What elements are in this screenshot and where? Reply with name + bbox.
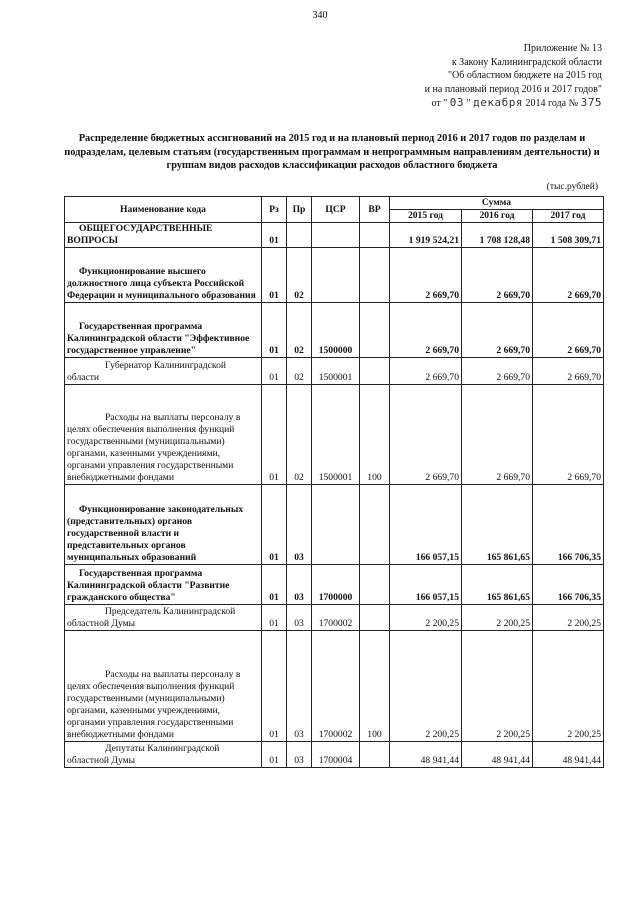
row-pr: 02 [287, 385, 312, 485]
row-name: Государственная программа Калининградской области "Развитие гражданского общества" [65, 565, 262, 605]
appendix-line-2: к Закону Калининградской области [451, 56, 602, 68]
row-2017: 1 508 309,71 [533, 223, 604, 248]
row-rz: 01 [262, 248, 287, 303]
row-csr: 1500001 [312, 358, 360, 385]
row-csr [312, 248, 360, 303]
row-2016: 2 669,70 [462, 303, 533, 358]
table-row [65, 303, 604, 358]
row-pr: 02 [287, 303, 312, 358]
date-month: декабря [473, 96, 523, 109]
row-pr: 03 [287, 605, 312, 631]
row-vr [360, 223, 390, 248]
header-vr: ВР [360, 197, 390, 223]
row-pr: 02 [287, 358, 312, 385]
row-2017: 48 941,44 [533, 742, 604, 768]
row-pr: 03 [287, 485, 312, 565]
row-csr [312, 223, 360, 248]
table-row [65, 565, 604, 605]
row-2016: 1 708 128,48 [462, 223, 533, 248]
row-2016: 48 941,44 [462, 742, 533, 768]
appendix-header [425, 42, 602, 111]
row-2017: 2 200,25 [533, 631, 604, 742]
row-2015: 2 669,70 [390, 358, 462, 385]
row-vr [360, 303, 390, 358]
row-pr: 02 [287, 248, 312, 303]
row-2015: 48 941,44 [390, 742, 462, 768]
row-vr [360, 358, 390, 385]
row-name: Государственная программа Калининградской области "Эффективное государственное управление" [65, 303, 262, 358]
page-number: 340 [312, 10, 328, 21]
row-rz: 01 [262, 631, 287, 742]
row-name: Расходы на выплаты персоналу в целях обеспечения выполнения функций государственными (муниципальными) органами, казенными учреждениями, органами управления государственными внебюджетными фондами [65, 385, 262, 485]
row-2016: 2 669,70 [462, 385, 533, 485]
row-rz: 01 [262, 303, 287, 358]
table-row [65, 385, 604, 485]
row-vr [360, 485, 390, 565]
row-2016: 2 669,70 [462, 248, 533, 303]
row-2017: 166 706,35 [533, 485, 604, 565]
table-row [65, 631, 604, 742]
appendix-line-4: и на плановый период 2016 и 2017 годов" [424, 83, 602, 95]
row-name: Председатель Калининградской областной Думы [65, 605, 262, 631]
date-day: 03 [449, 96, 465, 109]
row-rz: 01 [262, 605, 287, 631]
row-pr: 03 [287, 631, 312, 742]
row-2016: 2 200,25 [462, 605, 533, 631]
header-year-2017: 2017 год [533, 210, 604, 223]
date-quote: " [466, 98, 471, 109]
row-vr [360, 248, 390, 303]
row-2016: 2 200,25 [462, 631, 533, 742]
row-2015: 166 057,15 [390, 565, 462, 605]
row-2015: 2 669,70 [390, 303, 462, 358]
appendix-line-1: Приложение № 13 [523, 43, 602, 54]
row-name: Функционирование высшего должностного лица субъекта Российской Федерации и муниципального образования [65, 248, 262, 303]
row-pr: 03 [287, 565, 312, 605]
row-name: Функционирование законодательных (представительных) органов государственной власти и представительных органов муниципальных образований [65, 485, 262, 565]
budget-table [64, 196, 604, 768]
header-sum: Сумма [390, 197, 604, 210]
row-2016: 165 861,65 [462, 565, 533, 605]
row-vr [360, 605, 390, 631]
header-name: Наименование кода [65, 197, 262, 223]
row-2015: 2 200,25 [390, 605, 462, 631]
row-2017: 2 669,70 [533, 385, 604, 485]
table-row [65, 605, 604, 631]
row-rz: 01 [262, 565, 287, 605]
row-name: ОБЩЕГОСУДАРСТВЕННЫЕ ВОПРОСЫ [65, 223, 262, 248]
row-rz: 01 [262, 385, 287, 485]
row-2016: 2 669,70 [462, 358, 533, 385]
row-2017: 166 706,35 [533, 565, 604, 605]
row-csr: 1700000 [312, 565, 360, 605]
row-2017: 2 669,70 [533, 303, 604, 358]
table-row [65, 223, 604, 248]
row-2017: 2 669,70 [533, 358, 604, 385]
header-year-2016: 2016 год [462, 210, 533, 223]
row-name: Расходы на выплаты персоналу в целях обеспечения выполнения функций государственными (муниципальными) органами, казенными учреждениями, органами управления государственными внебюджетными фондами [65, 631, 262, 742]
table-row [65, 248, 604, 303]
table-row [65, 742, 604, 768]
units-label: (тыс.рублей) [546, 182, 598, 192]
table-row [65, 485, 604, 565]
row-2016: 165 861,65 [462, 485, 533, 565]
row-name: Депутаты Калининградской областной Думы [65, 742, 262, 768]
row-csr: 1700002 [312, 631, 360, 742]
row-rz: 01 [262, 223, 287, 248]
table-row [65, 358, 604, 385]
row-pr: 03 [287, 742, 312, 768]
row-vr: 100 [360, 385, 390, 485]
law-date-line [425, 96, 602, 111]
row-csr: 1700004 [312, 742, 360, 768]
row-rz: 01 [262, 742, 287, 768]
header-year-2015: 2015 год [390, 210, 462, 223]
row-vr [360, 742, 390, 768]
row-csr [312, 485, 360, 565]
law-number: 375 [580, 96, 602, 109]
row-pr [287, 223, 312, 248]
row-rz: 01 [262, 485, 287, 565]
row-2015: 2 669,70 [390, 385, 462, 485]
row-2015: 2 669,70 [390, 248, 462, 303]
row-2015: 166 057,15 [390, 485, 462, 565]
row-2015: 1 919 524,21 [390, 223, 462, 248]
date-prefix: от " [431, 98, 448, 109]
header-pr: Пр [287, 197, 312, 223]
row-rz: 01 [262, 358, 287, 385]
row-2015: 2 200,25 [390, 631, 462, 742]
date-year: 2014 года № [525, 98, 579, 109]
header-csr: ЦСР [312, 197, 360, 223]
row-csr: 1500001 [312, 385, 360, 485]
appendix-line-3: "Об областном бюджете на 2015 год [447, 70, 602, 81]
header-rz: Рз [262, 197, 287, 223]
row-csr: 1500000 [312, 303, 360, 358]
row-csr: 1700002 [312, 605, 360, 631]
document-title: Распределение бюджетных ассигнований на 2015 год и на плановый период 2016 и 2017 годов по разделам и подразделам, целевым статьям (государственным программам и непрограммным направлениям деятельности) и группам видов расходов классификации расходов областного бюджета [64, 133, 600, 171]
row-vr [360, 565, 390, 605]
row-2017: 2 669,70 [533, 248, 604, 303]
row-2017: 2 200,25 [533, 605, 604, 631]
row-vr: 100 [360, 631, 390, 742]
row-name: Губернатор Калининградской области [65, 358, 262, 385]
